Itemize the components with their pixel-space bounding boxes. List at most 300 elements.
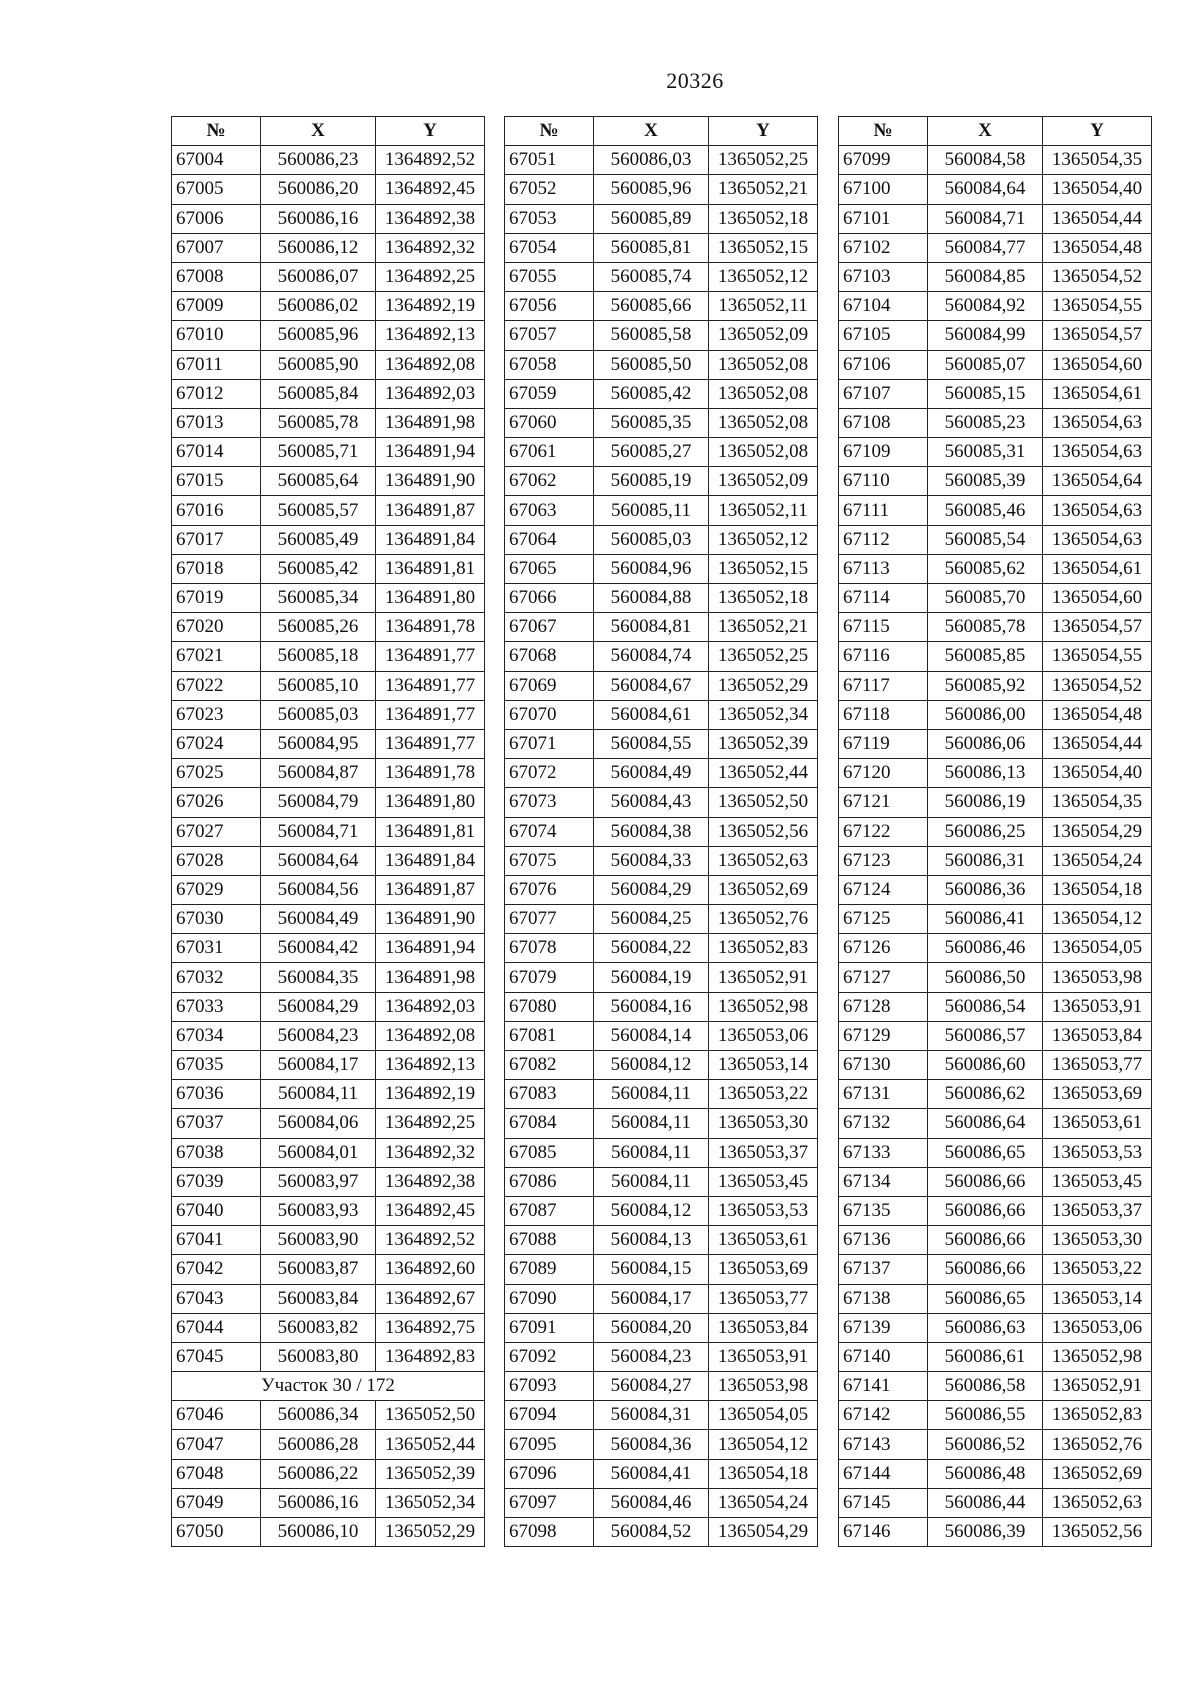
y-coordinate-cell: 1364892,60 bbox=[376, 1255, 485, 1284]
table-row bbox=[505, 1342, 818, 1371]
table-row bbox=[505, 1430, 818, 1459]
table-row bbox=[172, 1051, 485, 1080]
table-row bbox=[172, 438, 485, 467]
y-coordinate-cell: 1365052,34 bbox=[709, 700, 818, 729]
y-coordinate-cell: 1365052,98 bbox=[1043, 1342, 1152, 1371]
coordinates-table-1 bbox=[171, 116, 485, 1547]
point-number-cell: 67129 bbox=[839, 1021, 928, 1050]
x-coordinate-cell: 560084,88 bbox=[594, 584, 709, 613]
point-number-cell: 67122 bbox=[839, 817, 928, 846]
point-number-cell: 67112 bbox=[839, 525, 928, 554]
y-coordinate-cell: 1365054,35 bbox=[1043, 788, 1152, 817]
x-coordinate-cell: 560084,55 bbox=[594, 729, 709, 758]
point-number-cell: 67042 bbox=[172, 1255, 261, 1284]
x-coordinate-cell: 560086,34 bbox=[261, 1401, 376, 1430]
table-row bbox=[839, 1226, 1152, 1255]
point-number-cell: 67139 bbox=[839, 1313, 928, 1342]
x-coordinate-cell: 560085,19 bbox=[594, 467, 709, 496]
table-row bbox=[505, 642, 818, 671]
point-number-cell: 67037 bbox=[172, 1109, 261, 1138]
point-number-cell: 67016 bbox=[172, 496, 261, 525]
x-coordinate-cell: 560083,97 bbox=[261, 1167, 376, 1196]
table-row bbox=[505, 613, 818, 642]
table-row bbox=[172, 1138, 485, 1167]
point-number-cell: 67114 bbox=[839, 584, 928, 613]
table-row bbox=[839, 992, 1152, 1021]
point-number-cell: 67073 bbox=[505, 788, 594, 817]
point-number-cell: 67017 bbox=[172, 525, 261, 554]
y-coordinate-cell: 1365054,40 bbox=[1043, 759, 1152, 788]
point-number-cell: 67026 bbox=[172, 788, 261, 817]
point-number-cell: 67080 bbox=[505, 992, 594, 1021]
x-coordinate-cell: 560086,66 bbox=[928, 1167, 1043, 1196]
table-row bbox=[839, 759, 1152, 788]
table-row bbox=[505, 1255, 818, 1284]
x-coordinate-cell: 560085,42 bbox=[261, 554, 376, 583]
x-coordinate-cell: 560086,03 bbox=[594, 146, 709, 175]
table-row bbox=[505, 1167, 818, 1196]
y-coordinate-cell: 1365052,18 bbox=[709, 204, 818, 233]
y-coordinate-cell: 1364891,98 bbox=[376, 963, 485, 992]
point-number-cell: 67082 bbox=[505, 1051, 594, 1080]
y-coordinate-cell: 1364892,13 bbox=[376, 321, 485, 350]
point-number-cell: 67120 bbox=[839, 759, 928, 788]
point-number-cell: 67035 bbox=[172, 1051, 261, 1080]
x-coordinate-cell: 560083,80 bbox=[261, 1342, 376, 1371]
point-number-cell: 67079 bbox=[505, 963, 594, 992]
y-coordinate-cell: 1364891,94 bbox=[376, 438, 485, 467]
table-row bbox=[172, 1518, 485, 1547]
point-number-cell: 67039 bbox=[172, 1167, 261, 1196]
x-coordinate-cell: 560085,85 bbox=[928, 642, 1043, 671]
x-coordinate-cell: 560084,29 bbox=[261, 992, 376, 1021]
table-row bbox=[172, 321, 485, 350]
x-coordinate-cell: 560084,11 bbox=[261, 1080, 376, 1109]
y-coordinate-cell: 1365052,91 bbox=[1043, 1372, 1152, 1401]
table-row bbox=[505, 204, 818, 233]
table-row bbox=[505, 1080, 818, 1109]
y-coordinate-cell: 1365054,35 bbox=[1043, 146, 1152, 175]
x-coordinate-cell: 560085,57 bbox=[261, 496, 376, 525]
table-row bbox=[505, 992, 818, 1021]
x-coordinate-cell: 560084,01 bbox=[261, 1138, 376, 1167]
table-row bbox=[505, 1138, 818, 1167]
x-coordinate-cell: 560084,25 bbox=[594, 905, 709, 934]
x-coordinate-cell: 560085,03 bbox=[594, 525, 709, 554]
point-number-cell: 67007 bbox=[172, 233, 261, 262]
y-coordinate-cell: 1365052,83 bbox=[1043, 1401, 1152, 1430]
point-number-cell: 67010 bbox=[172, 321, 261, 350]
x-coordinate-cell: 560086,55 bbox=[928, 1401, 1043, 1430]
y-coordinate-cell: 1365054,29 bbox=[709, 1518, 818, 1547]
point-number-cell: 67104 bbox=[839, 292, 928, 321]
point-number-cell: 67135 bbox=[839, 1196, 928, 1225]
point-number-cell: 67047 bbox=[172, 1430, 261, 1459]
x-coordinate-cell: 560086,20 bbox=[261, 175, 376, 204]
point-number-cell: 67094 bbox=[505, 1401, 594, 1430]
x-coordinate-cell: 560084,81 bbox=[594, 613, 709, 642]
section-label: Участок 30 / 172 bbox=[172, 1372, 485, 1401]
x-coordinate-cell: 560084,43 bbox=[594, 788, 709, 817]
point-number-cell: 67058 bbox=[505, 350, 594, 379]
x-coordinate-cell: 560084,64 bbox=[928, 175, 1043, 204]
x-coordinate-cell: 560085,35 bbox=[594, 408, 709, 437]
point-number-cell: 67027 bbox=[172, 817, 261, 846]
x-coordinate-cell: 560086,57 bbox=[928, 1021, 1043, 1050]
table-row bbox=[172, 1109, 485, 1138]
table-row bbox=[505, 438, 818, 467]
x-coordinate-cell: 560085,78 bbox=[928, 613, 1043, 642]
point-number-cell: 67075 bbox=[505, 846, 594, 875]
y-coordinate-cell: 1365054,55 bbox=[1043, 642, 1152, 671]
point-number-cell: 67127 bbox=[839, 963, 928, 992]
table-row bbox=[505, 1021, 818, 1050]
point-number-cell: 67060 bbox=[505, 408, 594, 437]
x-coordinate-cell: 560084,87 bbox=[261, 759, 376, 788]
table-row bbox=[172, 671, 485, 700]
y-coordinate-cell: 1365053,37 bbox=[709, 1138, 818, 1167]
x-coordinate-cell: 560084,11 bbox=[594, 1167, 709, 1196]
table-row bbox=[172, 350, 485, 379]
header-y: Y bbox=[1043, 117, 1152, 146]
y-coordinate-cell: 1365052,56 bbox=[1043, 1518, 1152, 1547]
y-coordinate-cell: 1365052,98 bbox=[709, 992, 818, 1021]
point-number-cell: 67029 bbox=[172, 875, 261, 904]
x-coordinate-cell: 560086,46 bbox=[928, 934, 1043, 963]
table-row bbox=[505, 1459, 818, 1488]
y-coordinate-cell: 1365054,61 bbox=[1043, 554, 1152, 583]
x-coordinate-cell: 560084,31 bbox=[594, 1401, 709, 1430]
point-number-cell: 67021 bbox=[172, 642, 261, 671]
point-number-cell: 67015 bbox=[172, 467, 261, 496]
x-coordinate-cell: 560086,63 bbox=[928, 1313, 1043, 1342]
header-y: Y bbox=[709, 117, 818, 146]
header-num: № bbox=[172, 117, 261, 146]
x-coordinate-cell: 560084,74 bbox=[594, 642, 709, 671]
point-number-cell: 67081 bbox=[505, 1021, 594, 1050]
x-coordinate-cell: 560086,00 bbox=[928, 700, 1043, 729]
header-row bbox=[839, 117, 1152, 146]
table-row bbox=[172, 584, 485, 613]
table-row bbox=[839, 671, 1152, 700]
point-number-cell: 67069 bbox=[505, 671, 594, 700]
table-row bbox=[839, 1109, 1152, 1138]
table-row bbox=[172, 1459, 485, 1488]
point-number-cell: 67132 bbox=[839, 1109, 928, 1138]
point-number-cell: 67143 bbox=[839, 1430, 928, 1459]
table-row bbox=[839, 1138, 1152, 1167]
x-coordinate-cell: 560084,15 bbox=[594, 1255, 709, 1284]
table-row bbox=[505, 1372, 818, 1401]
table-row bbox=[172, 905, 485, 934]
y-coordinate-cell: 1365054,40 bbox=[1043, 175, 1152, 204]
y-coordinate-cell: 1365053,45 bbox=[709, 1167, 818, 1196]
x-coordinate-cell: 560084,16 bbox=[594, 992, 709, 1021]
x-coordinate-cell: 560084,95 bbox=[261, 729, 376, 758]
point-number-cell: 67083 bbox=[505, 1080, 594, 1109]
point-number-cell: 67089 bbox=[505, 1255, 594, 1284]
table-row bbox=[839, 408, 1152, 437]
x-coordinate-cell: 560085,10 bbox=[261, 671, 376, 700]
y-coordinate-cell: 1364891,80 bbox=[376, 584, 485, 613]
y-coordinate-cell: 1365052,63 bbox=[709, 846, 818, 875]
y-coordinate-cell: 1365054,63 bbox=[1043, 496, 1152, 525]
point-number-cell: 67136 bbox=[839, 1226, 928, 1255]
table-row bbox=[505, 321, 818, 350]
x-coordinate-cell: 560086,19 bbox=[928, 788, 1043, 817]
x-coordinate-cell: 560086,60 bbox=[928, 1051, 1043, 1080]
y-coordinate-cell: 1364891,81 bbox=[376, 554, 485, 583]
x-coordinate-cell: 560084,96 bbox=[594, 554, 709, 583]
x-coordinate-cell: 560085,96 bbox=[594, 175, 709, 204]
y-coordinate-cell: 1365052,50 bbox=[709, 788, 818, 817]
y-coordinate-cell: 1364891,94 bbox=[376, 934, 485, 963]
point-number-cell: 67144 bbox=[839, 1459, 928, 1488]
y-coordinate-cell: 1365054,05 bbox=[1043, 934, 1152, 963]
point-number-cell: 67111 bbox=[839, 496, 928, 525]
table-row bbox=[172, 554, 485, 583]
x-coordinate-cell: 560086,50 bbox=[928, 963, 1043, 992]
table-row bbox=[172, 759, 485, 788]
x-coordinate-cell: 560086,65 bbox=[928, 1138, 1043, 1167]
x-coordinate-cell: 560084,23 bbox=[594, 1342, 709, 1371]
y-coordinate-cell: 1365054,48 bbox=[1043, 233, 1152, 262]
y-coordinate-cell: 1365054,18 bbox=[709, 1459, 818, 1488]
y-coordinate-cell: 1365054,52 bbox=[1043, 671, 1152, 700]
table-row bbox=[505, 875, 818, 904]
table-row bbox=[505, 817, 818, 846]
point-number-cell: 67116 bbox=[839, 642, 928, 671]
x-coordinate-cell: 560086,02 bbox=[261, 292, 376, 321]
y-coordinate-cell: 1365052,39 bbox=[709, 729, 818, 758]
point-number-cell: 67064 bbox=[505, 525, 594, 554]
point-number-cell: 67105 bbox=[839, 321, 928, 350]
y-coordinate-cell: 1365052,34 bbox=[376, 1488, 485, 1517]
table-row bbox=[839, 467, 1152, 496]
table-row bbox=[839, 934, 1152, 963]
header-row bbox=[505, 117, 818, 146]
point-number-cell: 67006 bbox=[172, 204, 261, 233]
table-row bbox=[839, 1021, 1152, 1050]
y-coordinate-cell: 1365054,60 bbox=[1043, 584, 1152, 613]
x-coordinate-cell: 560086,28 bbox=[261, 1430, 376, 1459]
y-coordinate-cell: 1364891,80 bbox=[376, 788, 485, 817]
y-coordinate-cell: 1365053,14 bbox=[709, 1051, 818, 1080]
table-row bbox=[505, 292, 818, 321]
x-coordinate-cell: 560086,44 bbox=[928, 1488, 1043, 1517]
y-coordinate-cell: 1365054,63 bbox=[1043, 438, 1152, 467]
table-row bbox=[839, 1284, 1152, 1313]
table-row bbox=[839, 1167, 1152, 1196]
y-coordinate-cell: 1365054,12 bbox=[1043, 905, 1152, 934]
point-number-cell: 67090 bbox=[505, 1284, 594, 1313]
y-coordinate-cell: 1365052,08 bbox=[709, 408, 818, 437]
point-number-cell: 67119 bbox=[839, 729, 928, 758]
table-row bbox=[839, 1518, 1152, 1547]
point-number-cell: 67031 bbox=[172, 934, 261, 963]
header-num: № bbox=[839, 117, 928, 146]
table-row bbox=[505, 1518, 818, 1547]
point-number-cell: 67057 bbox=[505, 321, 594, 350]
x-coordinate-cell: 560085,11 bbox=[594, 496, 709, 525]
x-coordinate-cell: 560084,46 bbox=[594, 1488, 709, 1517]
table-row bbox=[505, 1196, 818, 1225]
y-coordinate-cell: 1365054,05 bbox=[709, 1401, 818, 1430]
point-number-cell: 67034 bbox=[172, 1021, 261, 1050]
point-number-cell: 67024 bbox=[172, 729, 261, 758]
x-coordinate-cell: 560086,62 bbox=[928, 1080, 1043, 1109]
table-row bbox=[172, 1342, 485, 1371]
point-number-cell: 67030 bbox=[172, 905, 261, 934]
x-coordinate-cell: 560085,62 bbox=[928, 554, 1043, 583]
y-coordinate-cell: 1365052,91 bbox=[709, 963, 818, 992]
point-number-cell: 67012 bbox=[172, 379, 261, 408]
x-coordinate-cell: 560085,90 bbox=[261, 350, 376, 379]
y-coordinate-cell: 1365053,98 bbox=[709, 1372, 818, 1401]
y-coordinate-cell: 1365054,57 bbox=[1043, 613, 1152, 642]
point-number-cell: 67013 bbox=[172, 408, 261, 437]
y-coordinate-cell: 1364892,19 bbox=[376, 292, 485, 321]
x-coordinate-cell: 560085,89 bbox=[594, 204, 709, 233]
point-number-cell: 67077 bbox=[505, 905, 594, 934]
point-number-cell: 67061 bbox=[505, 438, 594, 467]
point-number-cell: 67020 bbox=[172, 613, 261, 642]
table-row bbox=[172, 175, 485, 204]
point-number-cell: 67046 bbox=[172, 1401, 261, 1430]
point-number-cell: 67126 bbox=[839, 934, 928, 963]
y-coordinate-cell: 1365052,21 bbox=[709, 613, 818, 642]
table-row bbox=[172, 1488, 485, 1517]
point-number-cell: 67045 bbox=[172, 1342, 261, 1371]
table-row bbox=[172, 146, 485, 175]
point-number-cell: 67050 bbox=[172, 1518, 261, 1547]
point-number-cell: 67145 bbox=[839, 1488, 928, 1517]
point-number-cell: 67068 bbox=[505, 642, 594, 671]
table-row bbox=[839, 262, 1152, 291]
point-number-cell: 67102 bbox=[839, 233, 928, 262]
x-coordinate-cell: 560084,49 bbox=[594, 759, 709, 788]
table-row bbox=[172, 1196, 485, 1225]
y-coordinate-cell: 1365052,76 bbox=[1043, 1430, 1152, 1459]
table-row bbox=[839, 1401, 1152, 1430]
point-number-cell: 67121 bbox=[839, 788, 928, 817]
y-coordinate-cell: 1365053,06 bbox=[1043, 1313, 1152, 1342]
y-coordinate-cell: 1364891,90 bbox=[376, 467, 485, 496]
y-coordinate-cell: 1364892,83 bbox=[376, 1342, 485, 1371]
x-coordinate-cell: 560086,07 bbox=[261, 262, 376, 291]
x-coordinate-cell: 560085,64 bbox=[261, 467, 376, 496]
x-coordinate-cell: 560086,16 bbox=[261, 204, 376, 233]
table-row bbox=[839, 875, 1152, 904]
y-coordinate-cell: 1365054,64 bbox=[1043, 467, 1152, 496]
y-coordinate-cell: 1365053,53 bbox=[1043, 1138, 1152, 1167]
table-row bbox=[839, 584, 1152, 613]
table-row bbox=[505, 1226, 818, 1255]
x-coordinate-cell: 560086,66 bbox=[928, 1226, 1043, 1255]
x-coordinate-cell: 560084,92 bbox=[928, 292, 1043, 321]
x-coordinate-cell: 560084,71 bbox=[928, 204, 1043, 233]
y-coordinate-cell: 1365054,12 bbox=[709, 1430, 818, 1459]
point-number-cell: 67054 bbox=[505, 233, 594, 262]
x-coordinate-cell: 560084,19 bbox=[594, 963, 709, 992]
y-coordinate-cell: 1364891,87 bbox=[376, 875, 485, 904]
table-row bbox=[505, 1401, 818, 1430]
x-coordinate-cell: 560086,41 bbox=[928, 905, 1043, 934]
table-row bbox=[839, 1372, 1152, 1401]
page-number: 20326 bbox=[666, 68, 724, 93]
table-row bbox=[839, 613, 1152, 642]
point-number-cell: 67103 bbox=[839, 262, 928, 291]
y-coordinate-cell: 1364892,25 bbox=[376, 1109, 485, 1138]
x-coordinate-cell: 560084,61 bbox=[594, 700, 709, 729]
table-row bbox=[172, 1430, 485, 1459]
x-coordinate-cell: 560084,11 bbox=[594, 1080, 709, 1109]
table-row bbox=[505, 554, 818, 583]
point-number-cell: 67084 bbox=[505, 1109, 594, 1138]
y-coordinate-cell: 1365052,11 bbox=[709, 496, 818, 525]
x-coordinate-cell: 560084,13 bbox=[594, 1226, 709, 1255]
point-number-cell: 67018 bbox=[172, 554, 261, 583]
table-row bbox=[505, 467, 818, 496]
y-coordinate-cell: 1365052,25 bbox=[709, 146, 818, 175]
x-coordinate-cell: 560084,38 bbox=[594, 817, 709, 846]
point-number-cell: 67059 bbox=[505, 379, 594, 408]
x-coordinate-cell: 560086,31 bbox=[928, 846, 1043, 875]
y-coordinate-cell: 1364891,90 bbox=[376, 905, 485, 934]
x-coordinate-cell: 560086,36 bbox=[928, 875, 1043, 904]
table-row bbox=[172, 525, 485, 554]
table-row bbox=[172, 817, 485, 846]
point-number-cell: 67108 bbox=[839, 408, 928, 437]
x-coordinate-cell: 560086,10 bbox=[261, 1518, 376, 1547]
point-number-cell: 67085 bbox=[505, 1138, 594, 1167]
table-row bbox=[839, 233, 1152, 262]
y-coordinate-cell: 1365053,98 bbox=[1043, 963, 1152, 992]
y-coordinate-cell: 1364891,77 bbox=[376, 700, 485, 729]
table-row bbox=[172, 1284, 485, 1313]
point-number-cell: 67023 bbox=[172, 700, 261, 729]
y-coordinate-cell: 1365054,57 bbox=[1043, 321, 1152, 350]
y-coordinate-cell: 1364891,84 bbox=[376, 846, 485, 875]
y-coordinate-cell: 1364892,13 bbox=[376, 1051, 485, 1080]
point-number-cell: 67052 bbox=[505, 175, 594, 204]
x-coordinate-cell: 560086,64 bbox=[928, 1109, 1043, 1138]
x-coordinate-cell: 560086,61 bbox=[928, 1342, 1043, 1371]
point-number-cell: 67070 bbox=[505, 700, 594, 729]
table-row bbox=[505, 350, 818, 379]
x-coordinate-cell: 560084,79 bbox=[261, 788, 376, 817]
x-coordinate-cell: 560086,23 bbox=[261, 146, 376, 175]
table-row bbox=[505, 1051, 818, 1080]
point-number-cell: 67092 bbox=[505, 1342, 594, 1371]
y-coordinate-cell: 1364892,52 bbox=[376, 1226, 485, 1255]
table-row bbox=[839, 846, 1152, 875]
table-row bbox=[839, 175, 1152, 204]
point-number-cell: 67033 bbox=[172, 992, 261, 1021]
x-coordinate-cell: 560085,18 bbox=[261, 642, 376, 671]
point-number-cell: 67051 bbox=[505, 146, 594, 175]
header-y: Y bbox=[376, 117, 485, 146]
table-row bbox=[839, 1080, 1152, 1109]
y-coordinate-cell: 1364892,03 bbox=[376, 992, 485, 1021]
table-row bbox=[839, 146, 1152, 175]
point-number-cell: 67106 bbox=[839, 350, 928, 379]
point-number-cell: 67071 bbox=[505, 729, 594, 758]
x-coordinate-cell: 560085,70 bbox=[928, 584, 1043, 613]
header-num: № bbox=[505, 117, 594, 146]
table-row bbox=[839, 204, 1152, 233]
table-row bbox=[839, 321, 1152, 350]
